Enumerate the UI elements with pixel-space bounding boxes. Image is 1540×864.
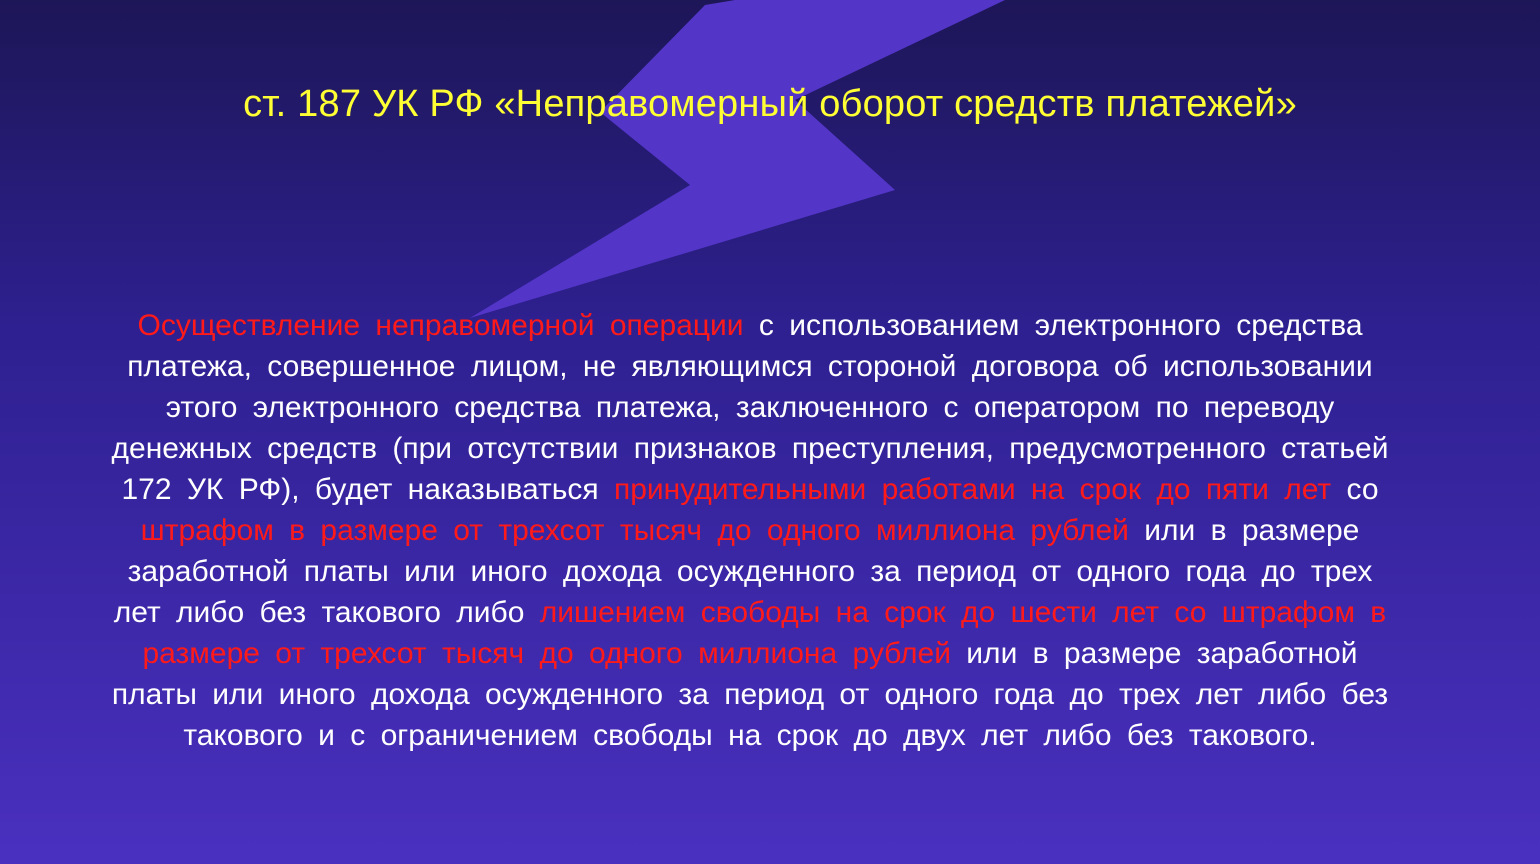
text-segment: или в размере заработной платы или иного дохода осужденного за период от одного года до трех лет либо без такового либо	[113, 514, 1373, 629]
text-segment: или в размере заработной платы или иного дохода осужденного за период от одного года до трех лет либо без такового и с ограничением свободы на срок до двух лет либо без такового.	[111, 637, 1389, 752]
slide-body-text	[100, 305, 1400, 756]
text-segment: Осуществление неправомерной операции	[137, 309, 744, 342]
text-segment: со	[1331, 473, 1379, 506]
text-segment: лишением свободы на срок до шести лет со штрафом в размере от трехсот тысяч до одного миллиона рублей	[142, 596, 1387, 670]
text-segment: принудительными работами на срок до пяти лет	[613, 473, 1332, 506]
text-segment: с использованием электронного средства платежа, совершенное лицом, не являющимся стороной договора об использовании этого электронного средства платежа, заключенного с оператором по переводу денежных средств (при отсутствии признаков преступления, предусмотренного статьей 172 УК РФ), будет наказываться	[111, 309, 1389, 506]
slide-title: ст. 187 УК РФ «Неправомерный оборот средств платежей»	[243, 83, 1297, 125]
text-segment: штрафом в размере от трехсот тысяч до одного миллиона рублей	[140, 514, 1129, 547]
